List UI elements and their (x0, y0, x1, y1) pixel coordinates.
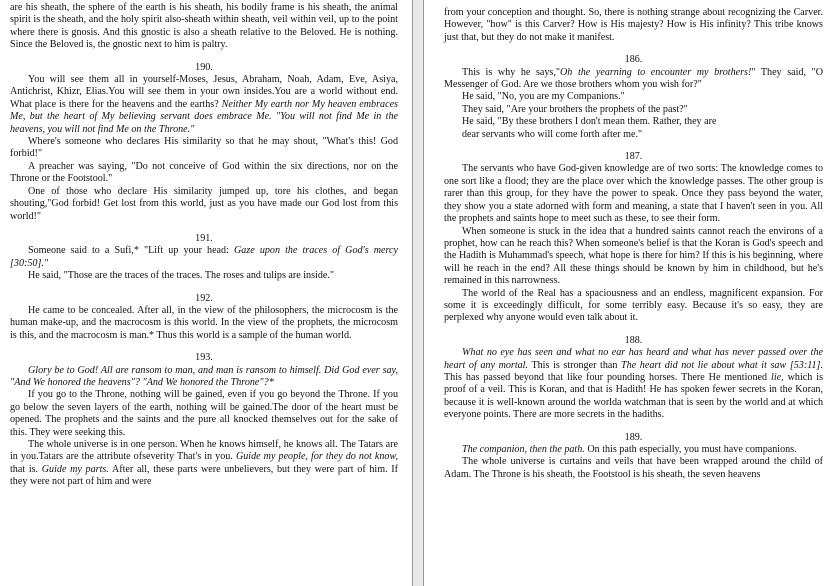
page-gutter (412, 0, 424, 586)
s190-paragraph-3: A preacher was saying, "Do not conceive of God within the six directions, nor on the Throne or the Footstool." (10, 160, 398, 185)
s189-paragraph-1: The companion, then the path. On this path especially, you must have companions. (462, 444, 797, 455)
s191-paragraph-2: He said, "Those are the traces of the traces. The roses and tulips are inside." (28, 270, 334, 282)
s187-paragraph-2: When someone is stuck in the idea that a hundred saints cannot reach the environs of a prophet, how can he reach this? When someone's belief is that the Koran is God's speech and the Hadith is Muhammad's speech, what hope is there for him? If this is his beginning, where will he reach in the end? All these things should be known by him in childhood, but he's remained in this narrowness. (444, 225, 823, 287)
section-number-186: 186. (624, 54, 643, 66)
s191-paragraph-1: Someone said to a Sufi,* "Lift up your head: Gaze upon the traces of God's mercy [30:50]." (10, 245, 399, 269)
section-number-190: 190. (195, 61, 213, 73)
s193-paragraph-2: If you go to the Throne, nothing will be gained, even if you go beyond the Throne. If you go below the seven layers of the earth, nothing will be gained.The door of the heart must be opened. The prophets and the saints and the pure all knocked themselves out for the sake of this. They were seeking this. (10, 389, 398, 438)
s190-paragraph-2: Where's someone who declares His similarity so that he may shout, "What's this! God forbid!" (10, 136, 398, 160)
s187-paragraph-1: The servants who have God-given knowledge are of two sorts: The knowledge comes to one sort like a flood; they are the place over which the knowledge passes. The other group is rarer than this group, for they have the power to speak. Once they pass beyond the water, they show you a state adorned with form and meaning, a state that I haven't seen in you. All the prophets and saints hope to meet such as these, to see their form. (444, 163, 823, 225)
s193-paragraph-1: Glory be to God! All are ransom to man, and man is ransom to himself. Did God ever say, "And We honored the heavens"? "And We honored the Throne"?* (10, 364, 398, 388)
s186-paragraph-1: This is why he says,"Oh the yearning to encounter my brothers!" They said, "O Messenger of God. Are we those brothers whom you wish for?" (444, 66, 823, 91)
s190-paragraph-4: One of those who declare His similarity jumped up, tore his clothes, and began shouting,"God forbid! Get lost from this world, just as you have made our God lost from this world!" (10, 185, 398, 222)
left-intro-paragraph: are his sheath, the sphere of the earth is his sheath, his bodily frame is his sheath, the animal spirit is the sheath, and the holy spirit also-sheath within sheath, veil within veil, up to the point where there is gnosis. And this gnostic is also a sheath relative to the Beloved. He is nothing. Since the Beloved is, the gnostic next to him is paltry. (10, 2, 398, 51)
section-number-188: 188. (624, 334, 643, 346)
right-page (424, 0, 837, 586)
s189-paragraph-2: The whole universe is curtains and veils that have been wrapped around the child of Adam. The Throne is his sheath, the Footstool is his sheath, the seven heavens (444, 456, 823, 480)
section-number-187: 187. (624, 151, 643, 163)
s186-line-5: dear servants who will come forth after me." (462, 128, 643, 140)
s192-paragraph-1: He came to be concealed. After all, in the view of the philosophers, the microcosm is the human make-up, and the macrocosm is this world. In the view of the prophets, the microcosm is this, and the macrocosm is man.* Thus this world is a sample of the human world. (10, 304, 398, 341)
s186-line-2: He said, "No, you are my Companions." (462, 91, 625, 103)
section-number-192: 192. (195, 292, 213, 304)
section-number-189: 189. (624, 431, 643, 443)
section-number-193: 193. (195, 352, 213, 364)
s187-paragraph-3: The world of the Real has a spaciousness and an endless, magnificent expansion. For some it is exceedingly difficult, for some terribly easy. Because it's so easy, they are perplexed why anyone would even talk about it. (444, 287, 823, 324)
s193-paragraph-3: The whole universe is in one person. When he knows himself, he knows all. The Tatars are in you.Tatars are the attribute ofseverity That's in you. Guide my people, for they do not know, that is. Guide my parts. After all, these parts were unbelievers, but they were part of him. If they were not part of him and were (10, 439, 398, 488)
right-intro-paragraph: from your conception and thought. So, there is nothing strange about recognizing the Carver. However, "how" is this Carver? How is His majesty? How is His infinity? This tribe knows just that, but they do not make it manifest. (444, 7, 823, 43)
s190-paragraph-1: You will see them all in yourself-Moses, Jesus, Abraham, Noah, Adam, Eve, Asiya, Antichrist, Khizr, Elias.You will see them in your own insides.You are a world without end. What place is there for the heavens and the earths? Neither My earth nor My heaven embraces Me, but the heart of My believing servant does embrace Me. "You will not find Me in the heavens, you will not find Me on the Throne." (10, 74, 398, 135)
s186-line-4: He said, "By these brothers I don't mean them. Rather, they are (462, 116, 717, 128)
section-number-191: 191. (195, 232, 213, 244)
s186-line-3: They said, "Are your brothers the prophets of the past?" (462, 103, 688, 115)
left-page (0, 0, 412, 586)
s188-paragraph-1: What no eye has seen and what no ear has heard and what has never passed over the heart of any mortal. This is stronger than The heart did not lie about what it saw [53:11]. This has passed beyond that like four pounding horses. There He mentioned lie, which is proof of a veil. This is Koran, and that is Hadith! He has spoken fewer secrets in the Koran, because it is well-known around the worlda watchman that is seen by the world and at which everyone points. There are more secrets in the hadiths. (444, 347, 824, 421)
